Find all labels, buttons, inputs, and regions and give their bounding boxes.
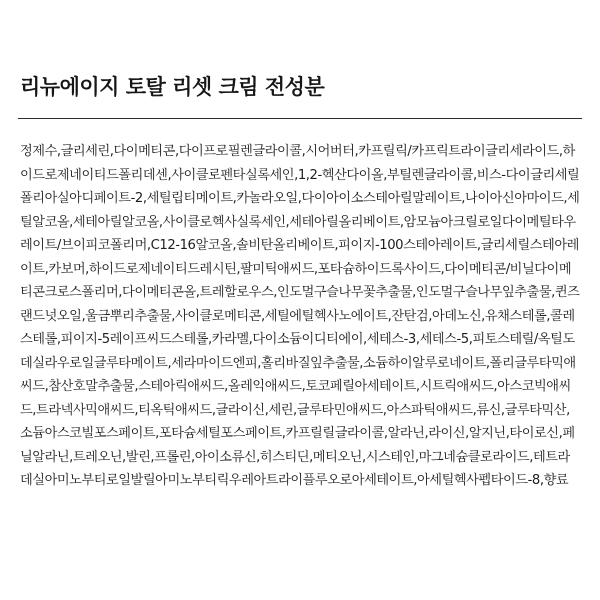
page-title: 리뉴에이지 토탈 리셋 크림 전성분 — [20, 75, 325, 99]
title-divider — [18, 118, 582, 119]
title-block — [18, 0, 582, 119]
ingredients-list-text: 정제수,글리세린,다이메티콘,다이프로필렌글라이콜,시어버터,카프릴릭/카프릭트라이글리세라이드,하이드로제네이티드폴리데센,사이클로펜타실록세인,1,2-헥산다이올,부틸렌글라이콜,비스-다이글리세릴폴리아실아디페이트-2,세틸립티메이트,카놀라오일,다이아이소스테아릴말레이트,나이아신아마이드,세틸알코올,세테아릴알코올,사이클로헥사실록세인,세테아릴올리베이트,암모늄아크릴로일다이메틸타우레이트/브이피코폴리머,C12-16알코올,솔비탄올리베이트,피이지-100스테아레이트,글리세릴스테아레이트,카보머,하이드로제네이티드레시틴,팔미틱애씨드,포타슘하이드록사이드,다이메티콘/비닐다이메티콘크로스폴리머,다이메티콘올,트레할로우스,인도멀구슬나무꽃추출물,인도멀구슬나무잎추출물,퀸즈랜드넛오일,울금뿌리추출물,사이클로메티콘,세틸에틸헥사노에이트,잔탄검,아데노신,유채스테롤,콜레스테롤,피이지-5레이프씨드스테롤,카라멜,다이소듐이디티에이,세테스-3,세테스-5,피토스테릴/옥틸도데실라우로일글루타메이트,세라마이드엔피,홀리바질잎추출물,소듐하이알루로네이트,폴리글루타믹애씨드,참산호말추출물,스테아릭애씨드,올레익애씨드,토코페릴아세테이트,시트릭애씨드,아스코빅애씨드,트라넥사믹애씨드,티옥틱애씨드,글라이신,세린,글루타민애씨드,아스파틱애씨드,류신,글루타믹산,소듐아스코빌포스페이트,포타슘세틸포스페이트,카프릴릴글라이콜,알라닌,라이신,알지닌,타이로신,페닐알라닌,트레오닌,발린,프롤린,아이소류신,히스티딘,메티오닌,시스테인,마그네슘클로라이드,테트라데실아미노부티로일발릴아미노부티릭우레아트라이플루오로아세테이트,아세틸헥사펩타이드-8,향료 — [20, 144, 580, 489]
